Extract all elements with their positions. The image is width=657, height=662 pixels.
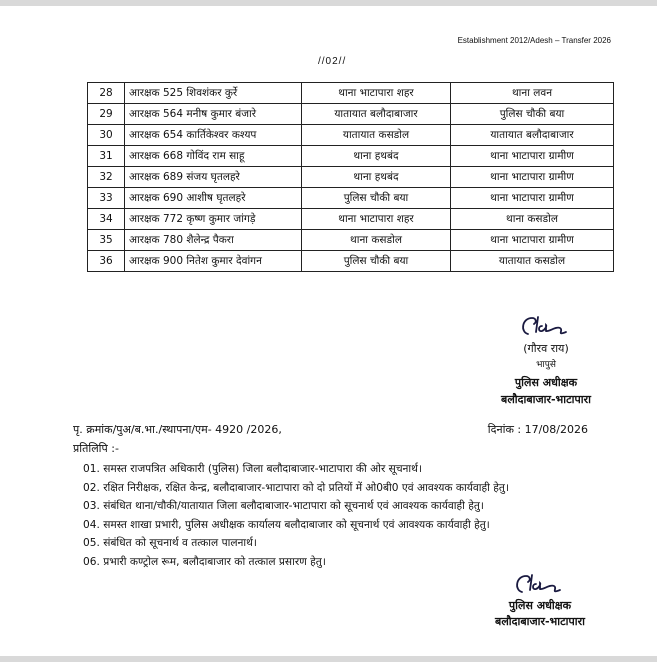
to-posting-cell: पुलिस चौकी बया <box>451 104 614 125</box>
table-row <box>88 251 614 272</box>
table-row <box>88 146 614 167</box>
from-posting-cell: थाना भाटापारा शहर <box>302 83 451 104</box>
employee-name-cell: आरक्षक 690 आशीष घृतलहरे <box>125 188 302 209</box>
reference-date: दिनांक : 17/08/2026 <box>487 423 588 436</box>
signatory-service: भापुसे <box>536 360 556 370</box>
from-posting-cell: थाना हथबंद <box>302 167 451 188</box>
to-posting-cell: यातायात बलौदाबाजार <box>451 125 614 146</box>
transfer-table <box>87 82 614 272</box>
to-posting-cell: थाना कसडोल <box>451 209 614 230</box>
copy-to-item: 02. रक्षित निरीक्षक, रक्षित केन्द्र, बलौदाबाजार-भाटापारा को दो प्रतियों में ओ0बी0 एवं आवश्यक कार्यवाही हेतु। <box>83 481 509 494</box>
table-row <box>88 209 614 230</box>
to-posting-cell: थाना भाटापारा ग्रामीण <box>451 188 614 209</box>
table-row <box>88 167 614 188</box>
from-posting-cell: यातायात बलौदाबाजार <box>302 104 451 125</box>
signature-block <box>486 314 606 408</box>
serial-number-cell: 28 <box>88 83 125 104</box>
serial-number-cell: 30 <box>88 125 125 146</box>
reference-number: पृ. क्रमांक/पुअ/ब.भा./स्थापना/एम- 4920 /2026, <box>73 423 282 436</box>
page-number: //02// <box>318 56 347 67</box>
employee-name-cell: आरक्षक 564 मनीष कुमार बंजारे <box>125 104 302 125</box>
from-posting-cell: थाना हथबंद <box>302 146 451 167</box>
from-posting-cell: पुलिस चौकी बया <box>302 188 451 209</box>
serial-number-cell: 29 <box>88 104 125 125</box>
copy-to-list <box>83 460 509 571</box>
to-posting-cell: थाना भाटापारा ग्रामीण <box>451 230 614 251</box>
copy-to-item: 01. समस्त राजपत्रित अधिकारी (पुलिस) जिला बलौदाबाजार-भाटापारा की ओर सूचनार्थ। <box>83 463 422 475</box>
employee-name-cell: आरक्षक 668 गोविंद राम साहू <box>125 146 302 167</box>
serial-number-cell: 35 <box>88 230 125 251</box>
employee-name-cell: आरक्षक 654 कार्तिकेश्वर कश्यप <box>125 125 302 146</box>
serial-number-cell: 36 <box>88 251 125 272</box>
signature-mark-2 <box>510 572 570 598</box>
table-row <box>88 104 614 125</box>
signatory-name: (गौरव राय) <box>523 342 569 355</box>
table-row <box>88 230 614 251</box>
from-posting-cell: थाना भाटापारा शहर <box>302 209 451 230</box>
table-row <box>88 188 614 209</box>
copy-to-item: 04. समस्त शाखा प्रभारी, पुलिस अधीक्षक कार्यालय बलौदाबाजार को सूचनार्थ एवं आवश्यक कार्यवाही हेतु। <box>83 518 490 531</box>
copy-to-item: 06. प्रभारी कण्ट्रोल रूम, बलौदाबाजार को तत्काल प्रसारण हेतु। <box>83 555 326 568</box>
copy-to-item: 03. संबंधित थाना/चौकी/यातायात जिला बलौदाबाजार-भाटापारा को सूचनार्थ एवं आवश्यक कार्यवाही हेतु। <box>83 500 484 512</box>
employee-name-cell: आरक्षक 772 कृष्ण कुमार जांगड़े <box>125 209 302 230</box>
copy-to-item: 05. संबंधित को सूचनार्थ व तत्काल पालनार्थ। <box>83 537 257 549</box>
signatory-designation: पुलिस अधीक्षक <box>514 376 578 389</box>
signatory-location-2: बलौदाबाजार-भाटापारा <box>495 615 585 628</box>
table-row <box>88 83 614 104</box>
employee-name-cell: आरक्षक 525 शिवशंकर कुर्रे <box>125 83 302 104</box>
serial-number-cell: 31 <box>88 146 125 167</box>
from-posting-cell: यातायात कसडोल <box>302 125 451 146</box>
copy-to-heading: प्रतिलिपि :- <box>73 442 119 455</box>
signature-mark <box>516 314 576 340</box>
signature-block-2 <box>470 572 610 630</box>
document-page <box>0 6 657 656</box>
serial-number-cell: 32 <box>88 167 125 188</box>
employee-name-cell: आरक्षक 780 शैलेन्द्र पैकरा <box>125 230 302 251</box>
to-posting-cell: यातायात कसडोल <box>451 251 614 272</box>
table-row <box>88 125 614 146</box>
from-posting-cell: पुलिस चौकी बया <box>302 251 451 272</box>
from-posting-cell: थाना कसडोल <box>302 230 451 251</box>
to-posting-cell: थाना लवन <box>451 83 614 104</box>
to-posting-cell: थाना भाटापारा ग्रामीण <box>451 146 614 167</box>
signatory-location: बलौदाबाजार-भाटापारा <box>501 393 591 406</box>
serial-number-cell: 33 <box>88 188 125 209</box>
employee-name-cell: आरक्षक 689 संजय घृतलहरे <box>125 167 302 188</box>
establishment-ref: Establishment 2012/Adesh – Transfer 2026 <box>457 36 611 45</box>
signatory-designation-2: पुलिस अधीक्षक <box>508 599 572 612</box>
serial-number-cell: 34 <box>88 209 125 230</box>
to-posting-cell: थाना भाटापारा ग्रामीण <box>451 167 614 188</box>
employee-name-cell: आरक्षक 900 नितेश कुमार देवांगन <box>125 251 302 272</box>
